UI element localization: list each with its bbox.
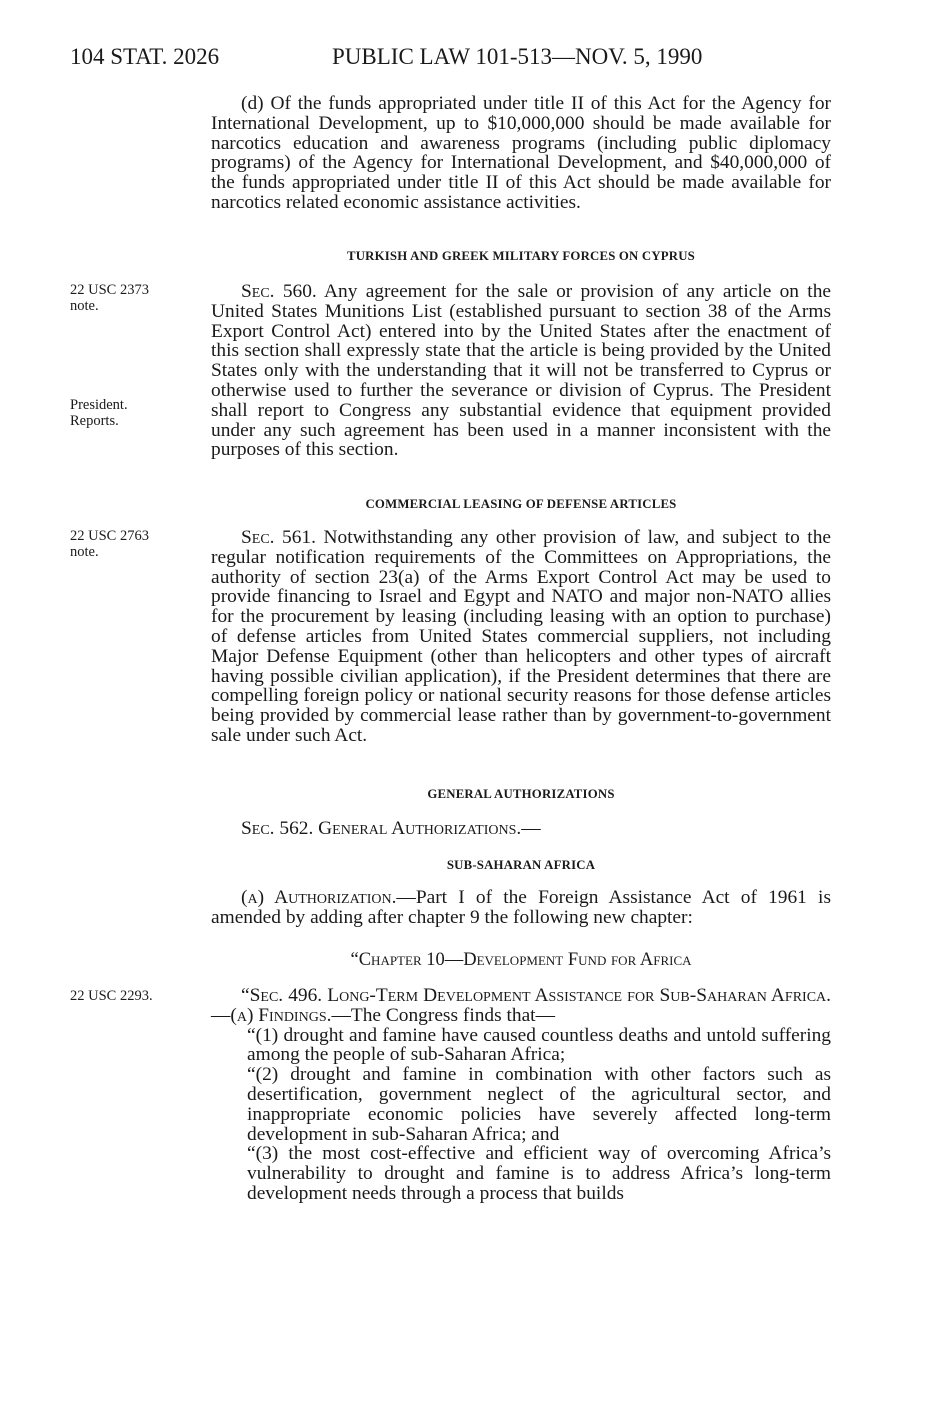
heading-leasing: COMMERCIAL LEASING OF DEFENSE ARTICLES bbox=[365, 497, 677, 511]
margin-note-line: 22 USC 2373 bbox=[70, 282, 149, 298]
heading-general: GENERAL AUTHORIZATIONS bbox=[427, 787, 615, 801]
finding-3: “(3) the most cost-effective and efficient way of overcoming Africa’s vulnerability to drought and famine is to address Africa’s long-term development needs through a process that builds bbox=[247, 1143, 831, 1204]
authorization-paragraph bbox=[211, 888, 831, 928]
margin-note-line: note. bbox=[70, 298, 99, 314]
margin-note-2763 bbox=[70, 528, 190, 560]
margin-note-president bbox=[70, 397, 190, 429]
authorization-label: (a) Authorization. bbox=[241, 887, 397, 908]
statute-page-number: 104 STAT. 2026 bbox=[70, 44, 220, 69]
paragraph-d-text: (d) Of the funds appropriated under title II of this Act for the Agency for International Development, up to $10,000,000 should be made available for narcotics education and awareness programs (including public diplomacy programs) of the Agency for International Development, and $40,000,000 of the funds appropriated under title II of this Act should be made available for narcotics related economic assistance activities. bbox=[211, 93, 831, 213]
margin-note-line: President. bbox=[70, 397, 128, 413]
margin-note-line: 22 USC 2763 bbox=[70, 528, 149, 544]
section-560 bbox=[211, 282, 831, 460]
margin-note-2293 bbox=[70, 988, 190, 1004]
section-560-body: Any agreement for the sale or provision of any article on the United States Munitions List (established pursuant to section 38 of the Arms Export Control Act) entered into by the United States after the enactment of this section shall expressly state that the article is being provided by the United States only with the understanding that it will not be transferred to Cyprus or otherwise used to further the severance or division of Cyprus. The President shall report to Congress any substantial evidence that equipment provided under any such agreement has been used in a manner inconsistent with the purposes of this section. bbox=[211, 281, 831, 461]
section-496-tail: —The Congress finds that— bbox=[331, 1004, 555, 1026]
paragraph-d bbox=[211, 94, 831, 213]
authorization-body: —Part I of the Foreign Assistance Act of 1961 is amended by adding after chapter 9 the following new chapter: bbox=[211, 887, 831, 928]
public-law-title: PUBLIC LAW 101-513—NOV. 5, 1990 bbox=[332, 44, 703, 69]
chapter-title: “Chapter 10—Development Fund for Africa bbox=[350, 950, 692, 970]
section-496 bbox=[211, 986, 831, 1204]
section-562-text: Sec. 562. General Authorizations.— bbox=[241, 818, 541, 839]
section-561-label: Sec. 561. bbox=[241, 527, 316, 548]
section-560-label: Sec. 560. bbox=[241, 281, 317, 302]
margin-note-line: 22 USC 2293. bbox=[70, 988, 153, 1004]
heading-africa: SUB-SAHARAN AFRICA bbox=[446, 858, 596, 872]
margin-note-line: Reports. bbox=[70, 413, 119, 429]
authorization-text bbox=[211, 888, 831, 928]
section-562 bbox=[211, 819, 831, 839]
finding-1: “(1) drought and famine have caused countless deaths and untold suffering among the people of sub-Saharan Africa; bbox=[247, 1024, 831, 1066]
margin-note-2373 bbox=[70, 282, 190, 314]
section-561-body: Notwithstanding any other provision of law, and subject to the regular notification requirements of the Committees on Appropriations, the authority of section 23(a) of the Arms Export Control Act may be used to provide financing to Israel and Egypt and NATO and major non-NATO allies for the procurement by leasing (including leasing with an option to purchase) of defense articles from United States commercial suppliers, not including Major Defense Equipment (other than helicopters and other types of aircraft having possible civilian application), if the President determines that there are compelling foreign policy or national security reasons for those defense articles being provided by commercial lease rather than by government-to-government sale under such Act. bbox=[211, 527, 831, 746]
section-496-findings: —(a) Findings. bbox=[211, 1004, 332, 1026]
section-496-label: “Sec. 496. Long-Term Development Assistance for Sub-Saharan Africa. bbox=[241, 985, 831, 1006]
section-561-text bbox=[211, 528, 831, 746]
section-496-heading bbox=[211, 986, 831, 1026]
finding-2: “(2) drought and famine in combination with other factors such as desertification, government neglect of the agricultural sector, and inappropriate economic policies have severely affected long-term development in sub-Saharan Africa; and bbox=[247, 1064, 831, 1145]
section-561 bbox=[211, 528, 831, 746]
section-560-text bbox=[211, 282, 831, 460]
heading-cyprus: TURKISH AND GREEK MILITARY FORCES ON CYPRUS bbox=[346, 249, 696, 263]
page-header bbox=[70, 44, 770, 84]
margin-note-line: note. bbox=[70, 544, 99, 560]
